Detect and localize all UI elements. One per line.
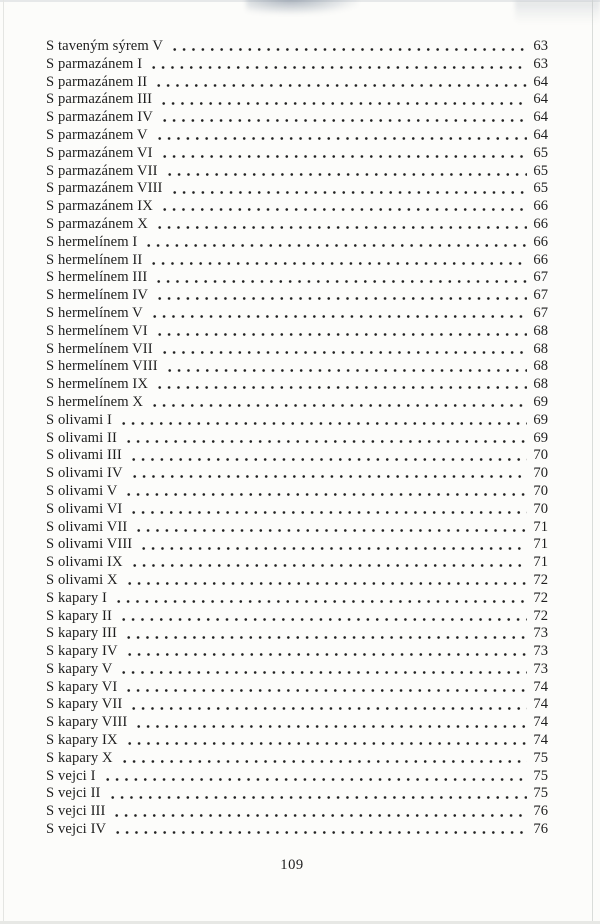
toc-leader-dots [124,492,527,497]
toc-entry [46,252,548,270]
toc-entry-page: 69 [533,411,548,428]
toc-leader-dots [129,510,527,515]
toc-entry-title: S vejci III [46,803,106,820]
toc-leader-dots [108,795,528,800]
toc-entry-page: 74 [533,714,548,731]
toc-entry-title: S parmazánem V [46,126,148,143]
toc-entry-title: S olivami X [46,571,118,588]
toc-entry-title: S hermelínem VII [46,340,153,357]
toc-entry [46,234,548,252]
toc-entry-page: 66 [533,215,548,232]
toc-entry-title: S olivami II [46,429,117,446]
toc-entry-page: 73 [533,625,548,642]
toc-entry [46,768,548,786]
toc-entry-title: S parmazánem X [46,215,148,232]
toc-leader-dots [170,190,527,195]
toc-leader-dots [149,65,527,70]
toc-entry-title: S olivami VI [46,500,123,517]
toc-leader-dots [120,759,527,764]
toc-entry-title: S kapary VII [46,696,123,713]
toc-leader-dots [125,652,527,657]
toc-entry [46,180,548,198]
toc-entry-page: 67 [533,304,548,321]
toc-entry [46,341,548,359]
toc-entry-page: 63 [533,38,548,54]
toc-entry-page: 68 [533,340,548,357]
scan-edge-right [592,0,593,924]
toc-leader-dots [125,741,527,746]
toc-entry [46,358,548,376]
toc-entry-page: 65 [533,144,548,161]
toc-leader-dots [154,83,527,88]
toc-leader-dots [155,332,527,337]
toc-entry [46,536,548,554]
toc-entry [46,803,548,821]
toc-entry [46,608,548,626]
toc-entry-title: S kapary III [46,625,117,642]
toc-entry-title: S hermelínem VI [46,322,148,339]
toc-entry-title: S olivami VIII [46,536,133,553]
toc-entry [46,376,548,394]
toc-entry-title: S parmazánem VIII [46,180,163,197]
toc-leader-dots [113,830,527,835]
toc-entry-title: S parmazánem I [46,55,143,72]
toc-leader-dots [119,670,527,675]
toc-entry [46,163,548,181]
toc-entry [46,590,548,608]
toc-leader-dots [160,118,527,123]
toc-leader-dots [130,563,527,568]
toc-entry-page: 68 [533,358,548,375]
toc-entry-title: S kapary IV [46,643,118,660]
toc-entry [46,56,548,74]
toc-entry-title: S vejci IV [46,821,107,838]
toc-entry [46,625,548,643]
toc-entry-page: 75 [533,749,548,766]
toc-entry [46,198,548,216]
toc-entry-title: S hermelínem X [46,393,144,410]
toc-entry-title: S kapary V [46,660,113,677]
toc-entry [46,483,548,501]
toc-entry [46,750,548,768]
toc-entry-page: 66 [533,251,548,268]
toc-entry-page: 71 [533,536,548,553]
toc-entry-page: 66 [533,198,548,215]
toc-leader-dots [134,528,527,533]
toc-entry-page: 64 [533,126,548,143]
toc-leader-dots [160,350,527,355]
toc-entry [46,501,548,519]
toc-entry-page: 70 [533,447,548,464]
toc-entry [46,287,548,305]
toc-entry-page: 70 [533,465,548,482]
toc-entry-page: 74 [533,696,548,713]
toc-entry-page: 64 [533,109,548,126]
scan-smudge-artifact [246,0,358,14]
toc-leader-dots [129,706,527,711]
toc-entry [46,554,548,572]
toc-leader-dots [134,724,527,729]
toc-entry [46,269,548,287]
toc-entry-page: 75 [533,767,548,784]
toc-entry [46,519,548,537]
toc-entry-page: 75 [533,785,548,802]
toc-leader-dots [124,688,527,693]
toc-leader-dots [150,314,527,319]
toc-entry-title: S kapary X [46,749,113,766]
toc-entry-title: S hermelínem VIII [46,358,158,375]
toc-entry [46,679,548,697]
toc-entry-page: 70 [533,500,548,517]
toc-entry-page: 65 [533,162,548,179]
toc-entry [46,447,548,465]
toc-entry-page: 64 [533,91,548,108]
toc-leader-dots [130,474,527,479]
scan-edge-left [3,0,4,924]
toc-entry [46,412,548,430]
toc-leader-dots [170,47,527,52]
toc-entry-title: S olivami III [46,447,122,464]
toc-entry-title: S kapary VIII [46,714,128,731]
toc-entry-page: 73 [533,643,548,660]
toc-entry-title: S olivami V [46,482,118,499]
toc-entry-page: 67 [533,269,548,286]
toc-entry-title: S parmazánem II [46,73,148,90]
toc-entry [46,323,548,341]
toc-entry-title: S hermelínem IX [46,376,149,393]
toc-leader-dots [155,296,527,301]
toc-leader-dots [139,546,527,551]
toc-entry-title: S parmazánem III [46,91,153,108]
toc-leader-dots [124,439,527,444]
toc-entry-page: 74 [533,732,548,749]
toc-entry-title: S parmazánem IV [46,109,153,126]
toc-leader-dots [155,385,527,390]
toc-entry-title: S hermelínem IV [46,287,149,304]
toc-entry [46,305,548,323]
toc-entry [46,661,548,679]
toc-leader-dots [149,261,527,266]
toc-entry [46,465,548,483]
toc-leader-dots [119,617,527,622]
toc-entry-page: 74 [533,678,548,695]
toc-leader-dots [144,243,527,248]
toc-entry [46,145,548,163]
footer-page-number: 109 [280,857,304,873]
toc-entry-title: S hermelínem V [46,304,143,321]
toc-entry-page: 68 [533,376,548,393]
toc-entry-title: S kapary II [46,607,112,624]
toc-entry-title: S vejci II [46,785,101,802]
toc-entry-page: 65 [533,180,548,197]
toc-leader-dots [150,403,527,408]
toc-leader-dots [155,136,527,141]
toc-entry [46,821,548,839]
toc-entry-page: 63 [533,55,548,72]
toc-entry-page: 66 [533,233,548,250]
toc-leader-dots [154,279,527,284]
toc-leader-dots [125,581,527,586]
toc-entry-page: 70 [533,482,548,499]
toc-leader-dots [165,172,527,177]
toc-entry-title: S kapary VI [46,678,118,695]
toc-list [46,38,548,839]
toc-entry-page: 72 [533,607,548,624]
toc-entry [46,732,548,750]
toc-leader-dots [114,599,527,604]
toc-entry-page: 71 [533,554,548,571]
toc-entry-page: 73 [533,660,548,677]
toc-leader-dots [129,457,527,462]
toc-entry-title: S olivami VII [46,518,128,535]
toc-entry-title: S parmazánem VII [46,162,158,179]
toc-entry [46,643,548,661]
toc-entry [46,394,548,412]
toc-entry [46,430,548,448]
toc-entry-title: S hermelínem III [46,269,148,286]
toc-leader-dots [155,225,527,230]
toc-leader-dots [159,101,527,106]
toc-entry-title: S olivami I [46,411,112,428]
toc-leader-dots [103,777,527,782]
toc-entry-title: S parmazánem IX [46,198,153,215]
toc-entry [46,572,548,590]
toc-leader-dots [160,207,527,212]
toc-entry-page: 76 [533,821,548,838]
toc-entry-page: 72 [533,571,548,588]
toc-entry-title: S taveným sýrem V [46,38,163,54]
toc-entry [46,127,548,145]
toc-entry [46,91,548,109]
toc-entry [46,109,548,127]
toc-entry-page: 68 [533,322,548,339]
toc-entry-title: S kapary I [46,589,107,606]
toc-entry-page: 67 [533,287,548,304]
toc-entry [46,74,548,92]
toc-entry [46,696,548,714]
toc-entry [46,216,548,234]
toc-entry-title: S vejci I [46,767,96,784]
toc-entry-title: S hermelínem I [46,233,138,250]
toc-leader-dots [124,635,527,640]
toc-leader-dots [160,154,527,159]
toc-entry-title: S kapary IX [46,732,118,749]
toc-entry [46,714,548,732]
toc-entry-title: S olivami IV [46,465,123,482]
toc-leader-dots [119,421,527,426]
toc-entry [46,38,548,56]
toc-entry-page: 69 [533,393,548,410]
toc-entry-page: 69 [533,429,548,446]
toc-entry-title: S parmazánem VI [46,144,153,161]
scan-corner-shadow [515,0,600,24]
toc-entry-page: 72 [533,589,548,606]
toc-entry-title: S hermelínem II [46,251,143,268]
toc-leader-dots [112,813,527,818]
toc-entry [46,785,548,803]
toc-entry-page: 71 [533,518,548,535]
toc-entry-page: 76 [533,803,548,820]
toc-entry-title: S olivami IX [46,554,123,571]
toc-leader-dots [165,368,527,373]
toc-entry-page: 64 [533,73,548,90]
